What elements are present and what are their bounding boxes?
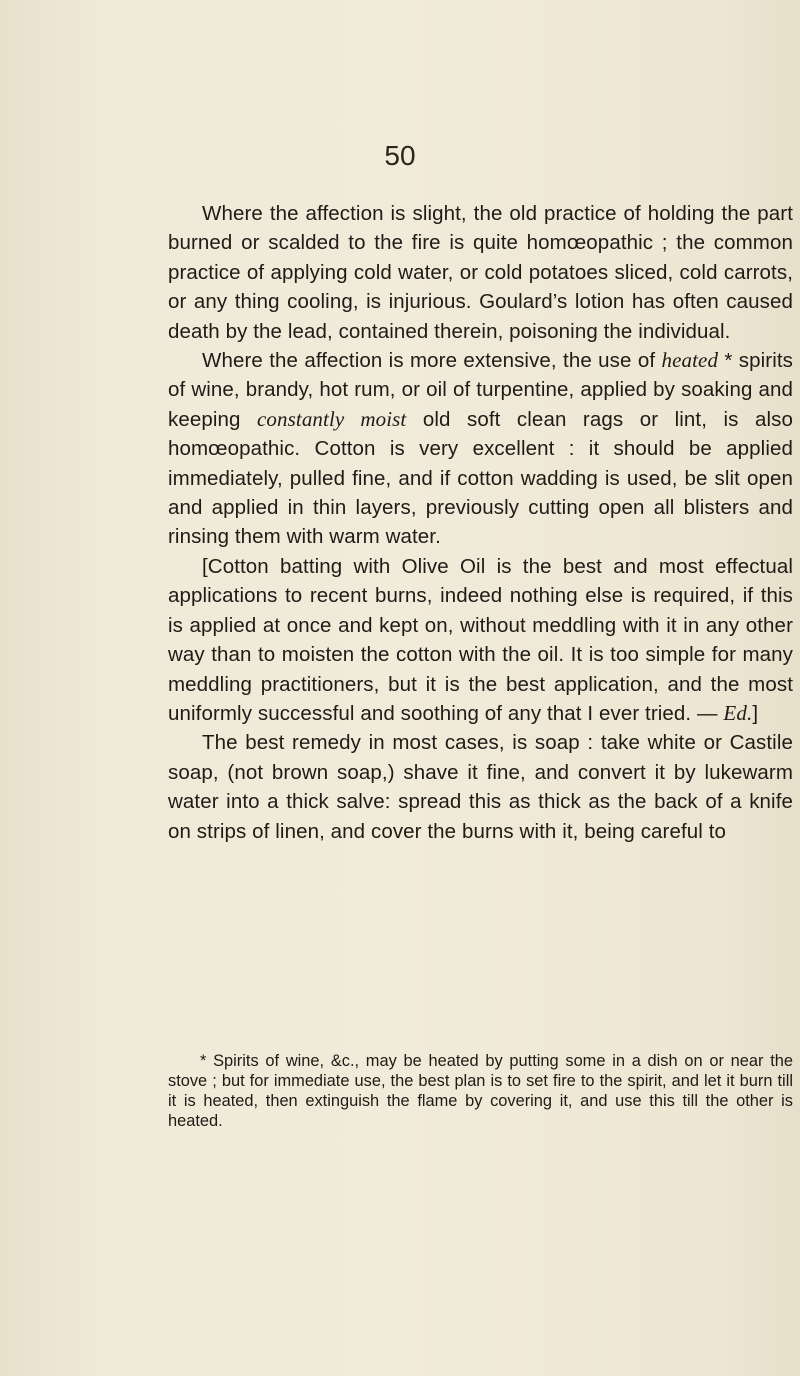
italic-heated: heated: [661, 348, 719, 373]
paragraph-text: * spirits of wine, brandy, hot rum, or oil of turpentine, applied by soaking and keeping: [168, 349, 794, 431]
paragraph-text: Where the affection is slight, the old practice of holding the part burned or scalded to the fire is quite homœopathic ; the common practice of applying cold water, or cold potatoes sliced, cold carrots, or any thing cooling, is injurious. Goulard’s lotion has often caused death by the lead, contained therein, poisoning the individual.: [168, 202, 793, 343]
paragraph-best-remedy: [168, 728, 793, 846]
paragraph-text: [Cotton batting with Olive Oil is the best and most effectual applications to recent burns, indeed nothing else is required, if this is applied at once and kept on, without meddling with it in any other way than to moisten the cotton with the oil. It is too simple for many meddling practitioners, but it is the best application, and the most uniformly successful and soothing of any that I ever tried. —: [168, 554, 793, 725]
paragraph-editor-note: [168, 552, 793, 728]
paragraph-slight-affection: [168, 199, 793, 346]
page-number: 50: [384, 140, 416, 171]
footnote: [168, 1051, 793, 1131]
italic-editor: Ed.: [723, 700, 753, 725]
paragraph-text: Where the affection is more extensive, the use of: [202, 349, 662, 373]
footnote-text: * Spirits of wine, &c., may be heated by putting some in a dish on or near the stove ; but for immediate use, the best plan is to set fire to the spirit, and let it burn till it is heated, then extinguish the flame by covering it, and use this till the other is heated.: [168, 1052, 793, 1130]
paragraph-text: old soft clean rags or lint, is also homœopathic. Cotton is very excellent : it should be applied immediately, pulled fine, and if cotton wadding is used, be slit open and applied in thin layers, previously cutting open all blisters and rinsing them with warm water.: [168, 407, 793, 549]
paragraph-text: ]: [752, 701, 759, 725]
italic-constantly-moist: constantly moist: [257, 406, 407, 431]
paragraph-text: The best remedy in most cases, is soap : take white or Castile soap, (not brown soap,) shave it fine, and convert it by lukewarm water into a thick salve: spread this as thick as the back of a knife on strips of linen, and cover the burns with it, being careful to: [168, 731, 793, 843]
body-text: [168, 199, 793, 846]
paragraph-extensive-affection: [168, 346, 793, 552]
